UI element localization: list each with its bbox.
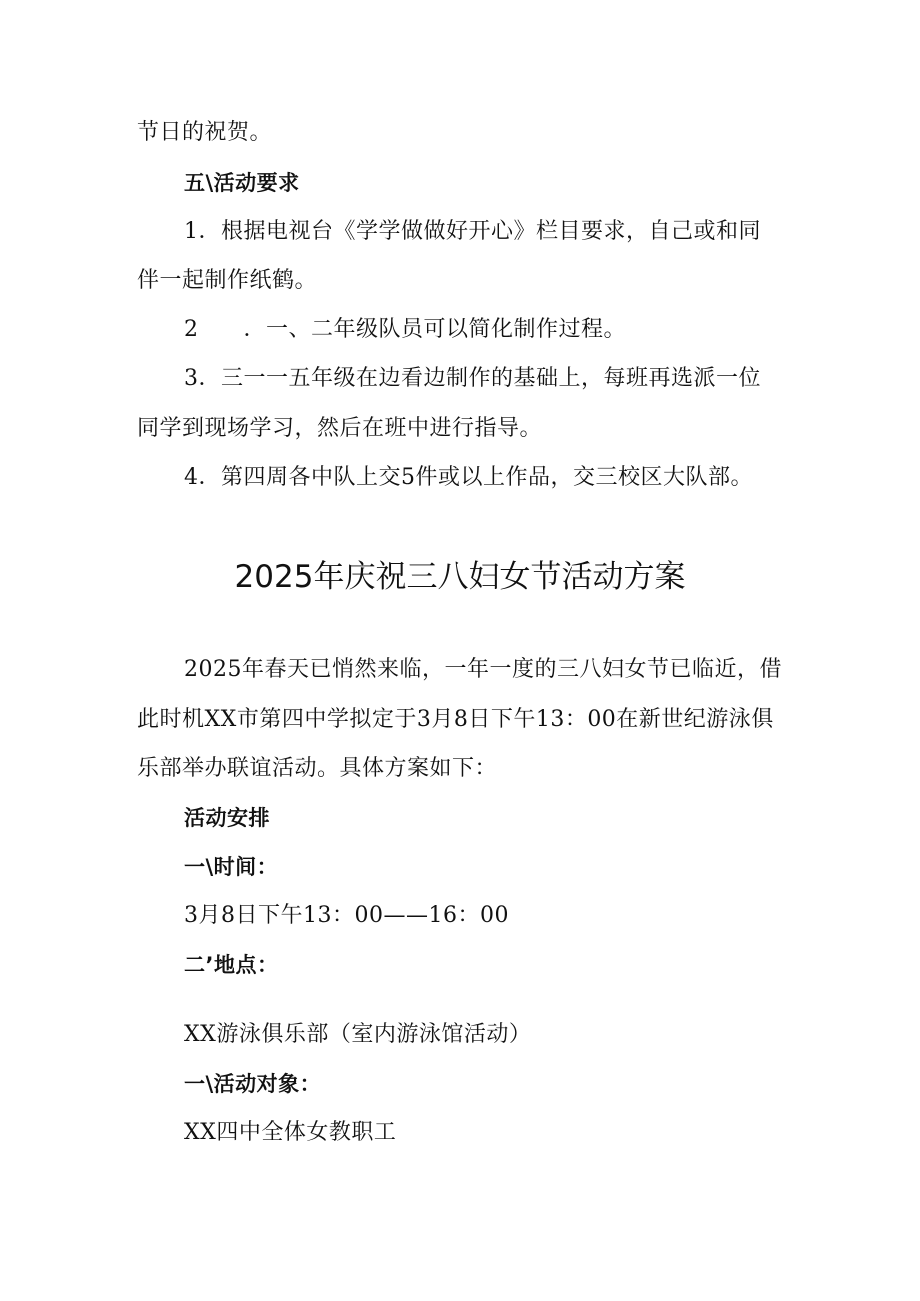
place-value: XX游泳俱乐部（室内游泳馆活动） bbox=[184, 1022, 532, 1047]
requirement-item-1: 1．根据电视台《学学做做好开心》栏目要求，自己或和同 bbox=[184, 219, 761, 244]
intro-line-1: 2025年春天已悄然来临，一年一度的三八妇女节已临近，借 bbox=[184, 657, 782, 682]
place-heading: 二’地点： bbox=[184, 953, 279, 977]
requirement-item-1-cont: 伴一起制作纸鹤。 bbox=[137, 268, 318, 293]
intro-line-3: 乐部举办联谊活动。具体方案如下： bbox=[137, 756, 498, 781]
paragraph-tail: 节日的祝贺。 bbox=[137, 120, 273, 145]
document-title: 2025年庆祝三八妇女节活动方案 bbox=[234, 559, 686, 595]
time-heading: 一\时间： bbox=[184, 855, 279, 879]
arrangement-heading: 活动安排 bbox=[184, 806, 270, 830]
requirement-item-3-cont: 同学到现场学习，然后在班中进行指导。 bbox=[137, 416, 543, 441]
target-heading: 一\活动对象： bbox=[184, 1072, 322, 1096]
intro-line-2: 此时机XX市第四中学拟定于3月8日下午13：00在新世纪游泳俱 bbox=[137, 707, 774, 732]
time-value: 3月8日下午13：00——16：00 bbox=[184, 903, 509, 928]
section-heading-requirements: 五\活动要求 bbox=[184, 171, 300, 195]
requirement-item-4: 4．第四周各中队上交5件或以上作品，交三校区大队部。 bbox=[184, 465, 753, 490]
requirement-item-2: 2 ．一、二年级队员可以简化制作过程。 bbox=[184, 317, 626, 342]
target-value: XX四中全体女教职工 bbox=[184, 1120, 397, 1145]
requirement-item-3: 3．三一一五年级在边看边制作的基础上，每班再选派一位 bbox=[184, 366, 761, 391]
